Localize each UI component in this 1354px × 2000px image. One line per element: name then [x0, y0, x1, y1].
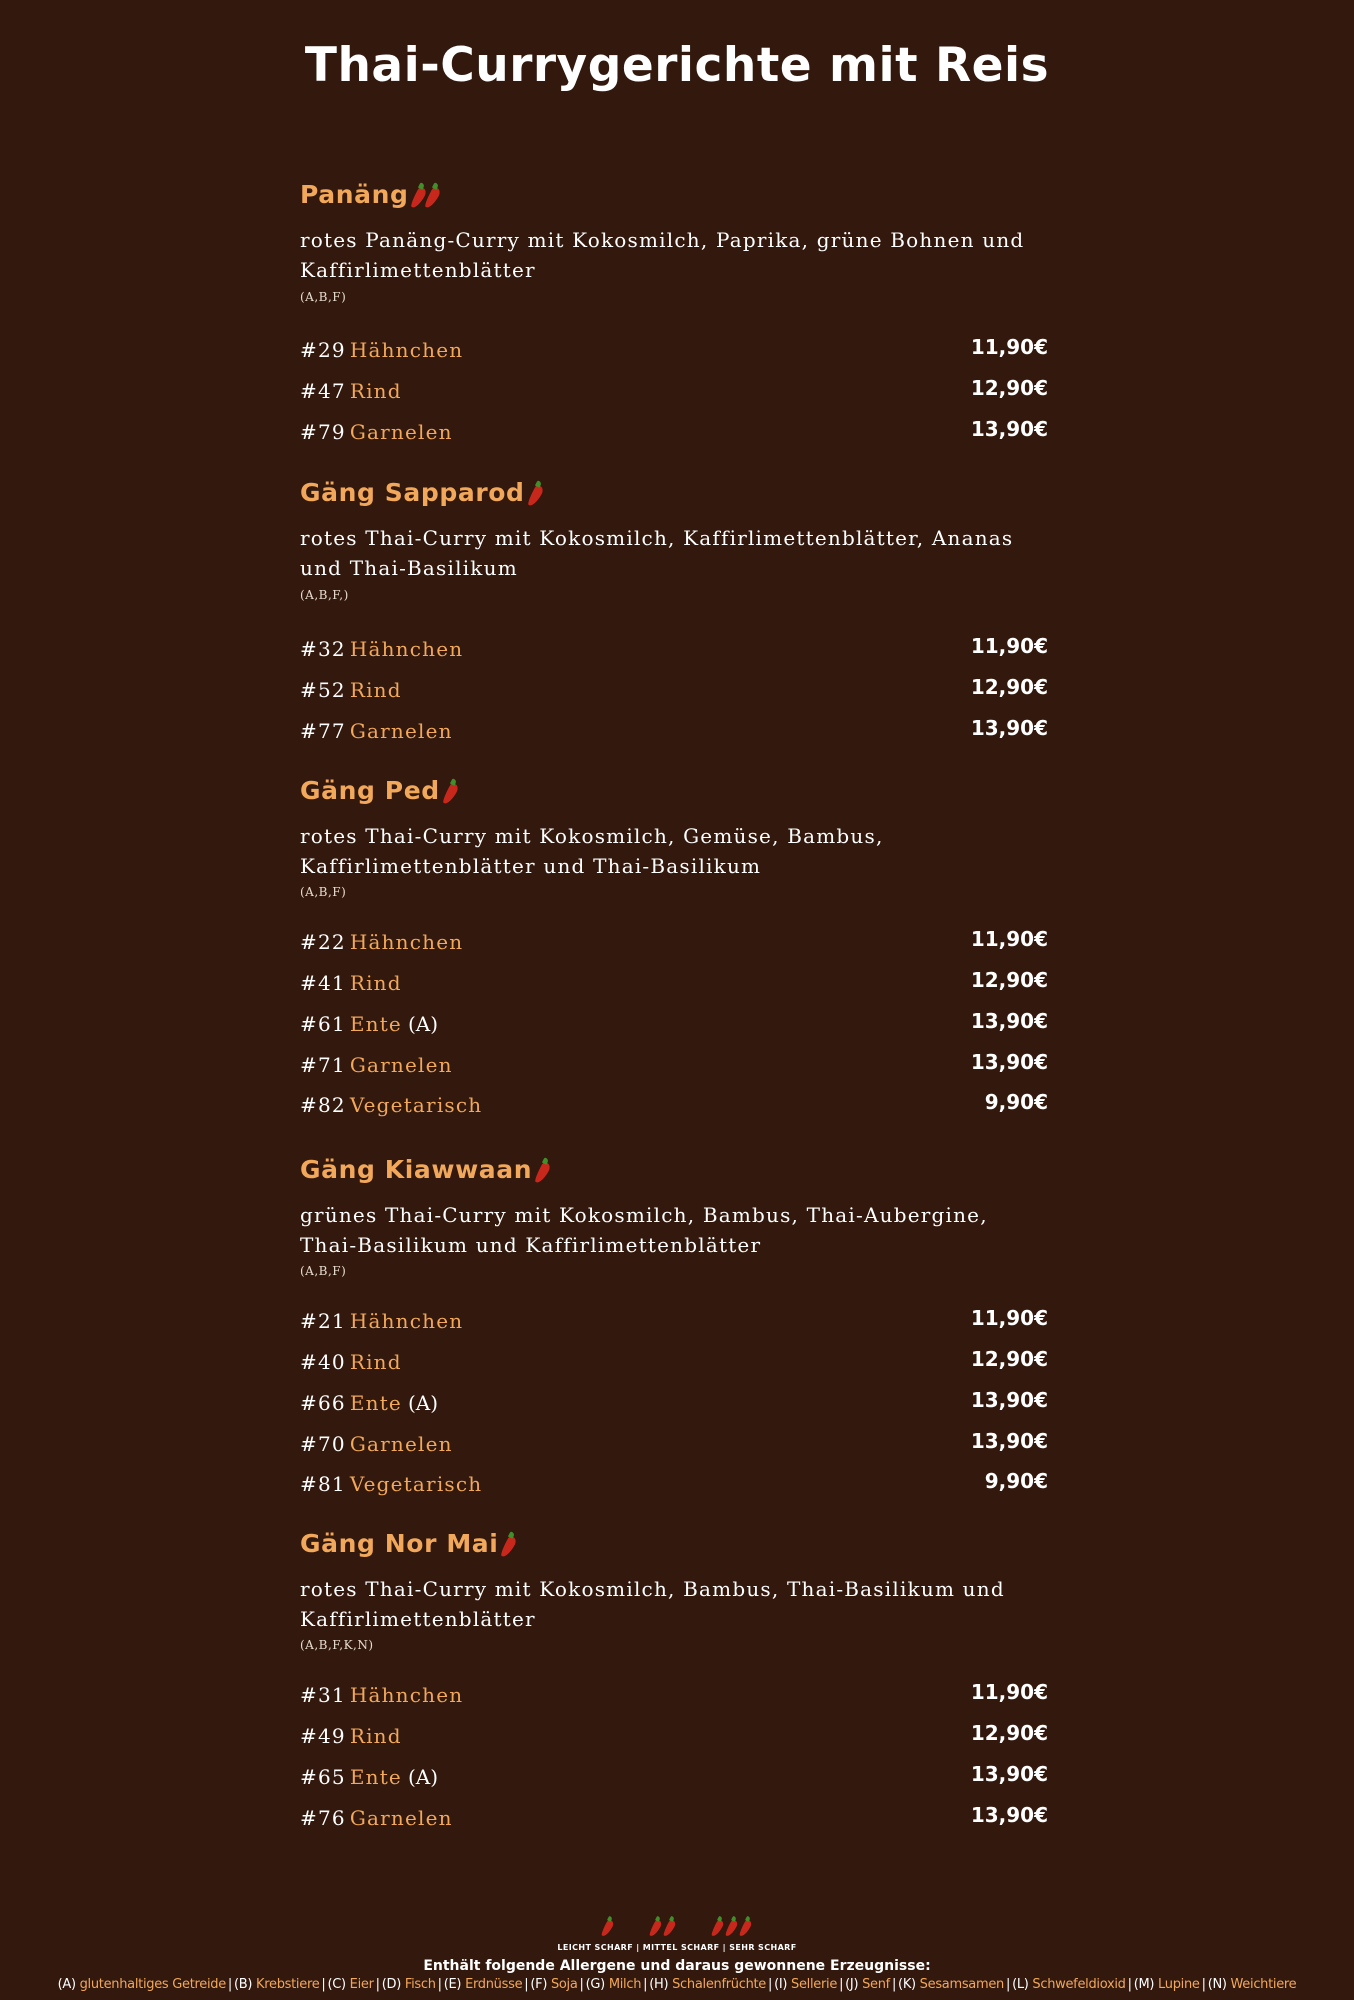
item-number: #79: [300, 420, 346, 444]
spice-legend-icons: [0, 1912, 1354, 1942]
dish-title-label: Panäng: [300, 180, 409, 209]
menu-item: [300, 927, 1048, 960]
item-price: 11,90€: [970, 335, 1048, 359]
allergen-title: Enthält folgende Allergene und daraus gewonnene Erzeugnisse:: [423, 1958, 931, 1974]
item-name: Rind: [349, 379, 402, 403]
allergen-item: (I) Sellerie: [774, 1977, 838, 1992]
item-number: #66: [300, 1391, 346, 1415]
spice-legend: [0, 1912, 1354, 1952]
spice-level: [502, 1530, 516, 1558]
item-note: (A): [407, 1391, 439, 1415]
dish-title-ped: [300, 776, 458, 805]
item-price: 11,90€: [970, 1680, 1048, 1704]
item-price: 11,90€: [970, 634, 1048, 658]
menu-item: [300, 675, 1048, 708]
chili-icon: [529, 479, 542, 507]
dish-allergens: (A,B,F,K,N): [300, 1638, 374, 1652]
allergen-item: (G) Milch: [585, 1977, 642, 1992]
item-price: 12,90€: [970, 1347, 1048, 1371]
item-name: Vegetarisch: [349, 1472, 483, 1496]
item-number: #22: [300, 930, 346, 954]
allergen-item: (C) Eier: [327, 1977, 374, 1992]
menu-item: [300, 1469, 1048, 1502]
chili-icon: [712, 1915, 722, 1937]
chili-icon: [536, 1156, 549, 1184]
item-number: #31: [300, 1683, 346, 1707]
menu-item: [300, 1090, 1048, 1123]
menu-item: [300, 1721, 1048, 1754]
item-price: 12,90€: [970, 968, 1048, 992]
dish-description: rotes Thai-Curry mit Kokosmilch, Kaffirlimettenblätter, Ananas und Thai-Basilikum: [300, 526, 1014, 580]
item-name: Rind: [349, 678, 402, 702]
dish-title-label: Gäng Ped: [300, 776, 440, 805]
item-name: Hähnchen: [349, 338, 464, 362]
item-number: #32: [300, 637, 346, 661]
allergen-list: (A) glutenhaltiges Getreide | (B) Krebstiere | (C) Eier | (D) Fisch | (E) Erdnüsse | (F) Soja | (G) Milch | (H) Schalenfrüchte | (I) Sellerie | (J) Senf | (K) Sesamsamen | (L) Schwefeldioxid | (M) Lupine | (N) Weichtiere: [57, 1977, 1297, 1992]
item-name: Garnelen: [349, 719, 453, 743]
dish-title-sapparod: [300, 478, 543, 507]
allergen-item: (H) Schalenfrüchte: [649, 1977, 767, 1992]
dish-description: rotes Thai-Curry mit Kokosmilch, Bambus, Thai-Basilikum und Kaffirlimettenblätter: [300, 1577, 1005, 1631]
item-number: #52: [300, 678, 346, 702]
item-name: Hähnchen: [349, 637, 464, 661]
dish-description: grünes Thai-Curry mit Kokosmilch, Bambus, Thai-Aubergine, Thai-Basilikum und Kaffirlimettenblätter: [300, 1203, 988, 1257]
allergen-item: (D) Fisch: [381, 1977, 436, 1992]
spice-hot-icons: [711, 1912, 753, 1942]
item-price: 13,90€: [970, 1762, 1048, 1786]
menu-item: [300, 1680, 1048, 1713]
menu-item: [300, 417, 1048, 450]
item-price: 13,90€: [970, 1429, 1048, 1453]
dish-description: rotes Panäng-Curry mit Kokosmilch, Paprika, grüne Bohnen und Kaffirlimettenblätter: [300, 228, 1025, 282]
item-price: 13,90€: [970, 1803, 1048, 1827]
dish-description: rotes Thai-Curry mit Kokosmilch, Gemüse, Bambus, Kaffirlimettenblätter und Thai-Basilikum: [300, 824, 884, 878]
chili-icon: [602, 1915, 612, 1937]
chili-icon: [444, 777, 457, 805]
allergen-item: (B) Krebstiere: [234, 1977, 320, 1992]
item-number: #29: [300, 338, 346, 362]
item-name: Rind: [349, 1350, 402, 1374]
dish-title-label: Gäng Sapparod: [300, 478, 525, 507]
item-price: 13,90€: [970, 1388, 1048, 1412]
item-price: 9,90€: [984, 1469, 1048, 1493]
item-number: #65: [300, 1765, 346, 1789]
chili-icon: [412, 181, 425, 209]
item-name: Hähnchen: [349, 1683, 464, 1707]
item-number: #82: [300, 1093, 346, 1117]
item-name: Garnelen: [349, 420, 453, 444]
spice-level: [529, 479, 543, 507]
dish-allergens: (A,B,F): [300, 885, 347, 899]
dish-title-label: Gäng Kiawwaan: [300, 1155, 533, 1184]
chili-icon: [664, 1915, 674, 1937]
item-price: 9,90€: [984, 1090, 1048, 1114]
dish-title-kiawwaan: [300, 1155, 550, 1184]
item-price: 11,90€: [970, 1306, 1048, 1330]
item-number: #49: [300, 1724, 346, 1748]
item-name: Garnelen: [349, 1432, 453, 1456]
chili-icon: [650, 1915, 660, 1937]
spice-mild-icons: [601, 1912, 615, 1942]
item-number: #81: [300, 1472, 346, 1496]
dish-title-label: Gäng Nor Mai: [300, 1529, 499, 1558]
item-number: #61: [300, 1012, 346, 1036]
chili-icon: [426, 181, 439, 209]
menu-item: [300, 335, 1048, 368]
item-name: Ente: [349, 1391, 402, 1415]
item-price: 13,90€: [970, 417, 1048, 441]
spice-level: [412, 181, 440, 209]
item-number: #41: [300, 971, 346, 995]
chili-icon: [740, 1915, 750, 1937]
dish-title-nor-mai: [300, 1529, 516, 1558]
item-name: Vegetarisch: [349, 1093, 483, 1117]
spice-medium-icons: [649, 1912, 677, 1942]
item-price: 13,90€: [970, 1050, 1048, 1074]
dish-title-panaeng: [300, 180, 440, 209]
item-name: Hähnchen: [349, 930, 464, 954]
item-price: 11,90€: [970, 927, 1048, 951]
item-price: 13,90€: [970, 716, 1048, 740]
spice-level: [536, 1156, 550, 1184]
menu-item: [300, 1347, 1048, 1380]
item-name: Hähnchen: [349, 1309, 464, 1333]
allergen-item: (L) Schwefeldioxid: [1012, 1977, 1126, 1992]
menu-item: [300, 376, 1048, 409]
menu-item: [300, 968, 1048, 1001]
menu-item: [300, 1050, 1048, 1083]
item-number: #40: [300, 1350, 346, 1374]
dish-allergens: (A,B,F): [300, 1264, 347, 1278]
chili-icon: [726, 1915, 736, 1937]
menu-item: [300, 1388, 1048, 1421]
spice-level: [444, 777, 458, 805]
menu-item: [300, 716, 1048, 749]
dish-allergens: (A,B,F): [300, 290, 347, 304]
menu-item: [300, 1009, 1048, 1042]
allergen-item: (A) glutenhaltiges Getreide: [57, 1977, 226, 1992]
item-name: Rind: [349, 971, 402, 995]
spice-legend-labels: LEICHT SCHARF | MITTEL SCHARF | SEHR SCHARF: [557, 1943, 797, 1952]
item-note: (A): [407, 1012, 439, 1036]
allergen-item: (J) Senf: [845, 1977, 890, 1992]
page-title: Thai-Currygerichte mit Reis: [304, 38, 1050, 93]
item-number: #70: [300, 1432, 346, 1456]
allergen-item: (F) Soja: [530, 1977, 578, 1992]
allergen-item: (K) Sesamsamen: [898, 1977, 1004, 1992]
item-name: Rind: [349, 1724, 402, 1748]
item-number: #21: [300, 1309, 346, 1333]
item-name: Garnelen: [349, 1053, 453, 1077]
item-name: Garnelen: [349, 1806, 453, 1830]
allergen-item: (M) Lupine: [1133, 1977, 1200, 1992]
item-price: 12,90€: [970, 376, 1048, 400]
item-number: #47: [300, 379, 346, 403]
item-number: #76: [300, 1806, 346, 1830]
item-number: #77: [300, 719, 346, 743]
item-price: 13,90€: [970, 1009, 1048, 1033]
item-name: Ente: [349, 1765, 402, 1789]
item-number: #71: [300, 1053, 346, 1077]
allergen-item: (E) Erdnüsse: [443, 1977, 523, 1992]
menu-item: [300, 634, 1048, 667]
item-price: 12,90€: [970, 675, 1048, 699]
menu-item: [300, 1306, 1048, 1339]
chili-icon: [502, 1530, 515, 1558]
menu-item: [300, 1803, 1048, 1836]
menu-item: [300, 1762, 1048, 1795]
allergen-item: (N) Weichtiere: [1207, 1977, 1297, 1992]
dish-allergens: (A,B,F,): [300, 588, 349, 602]
menu-item: [300, 1429, 1048, 1462]
item-name: Ente: [349, 1012, 402, 1036]
item-price: 12,90€: [970, 1721, 1048, 1745]
item-note: (A): [407, 1765, 439, 1789]
